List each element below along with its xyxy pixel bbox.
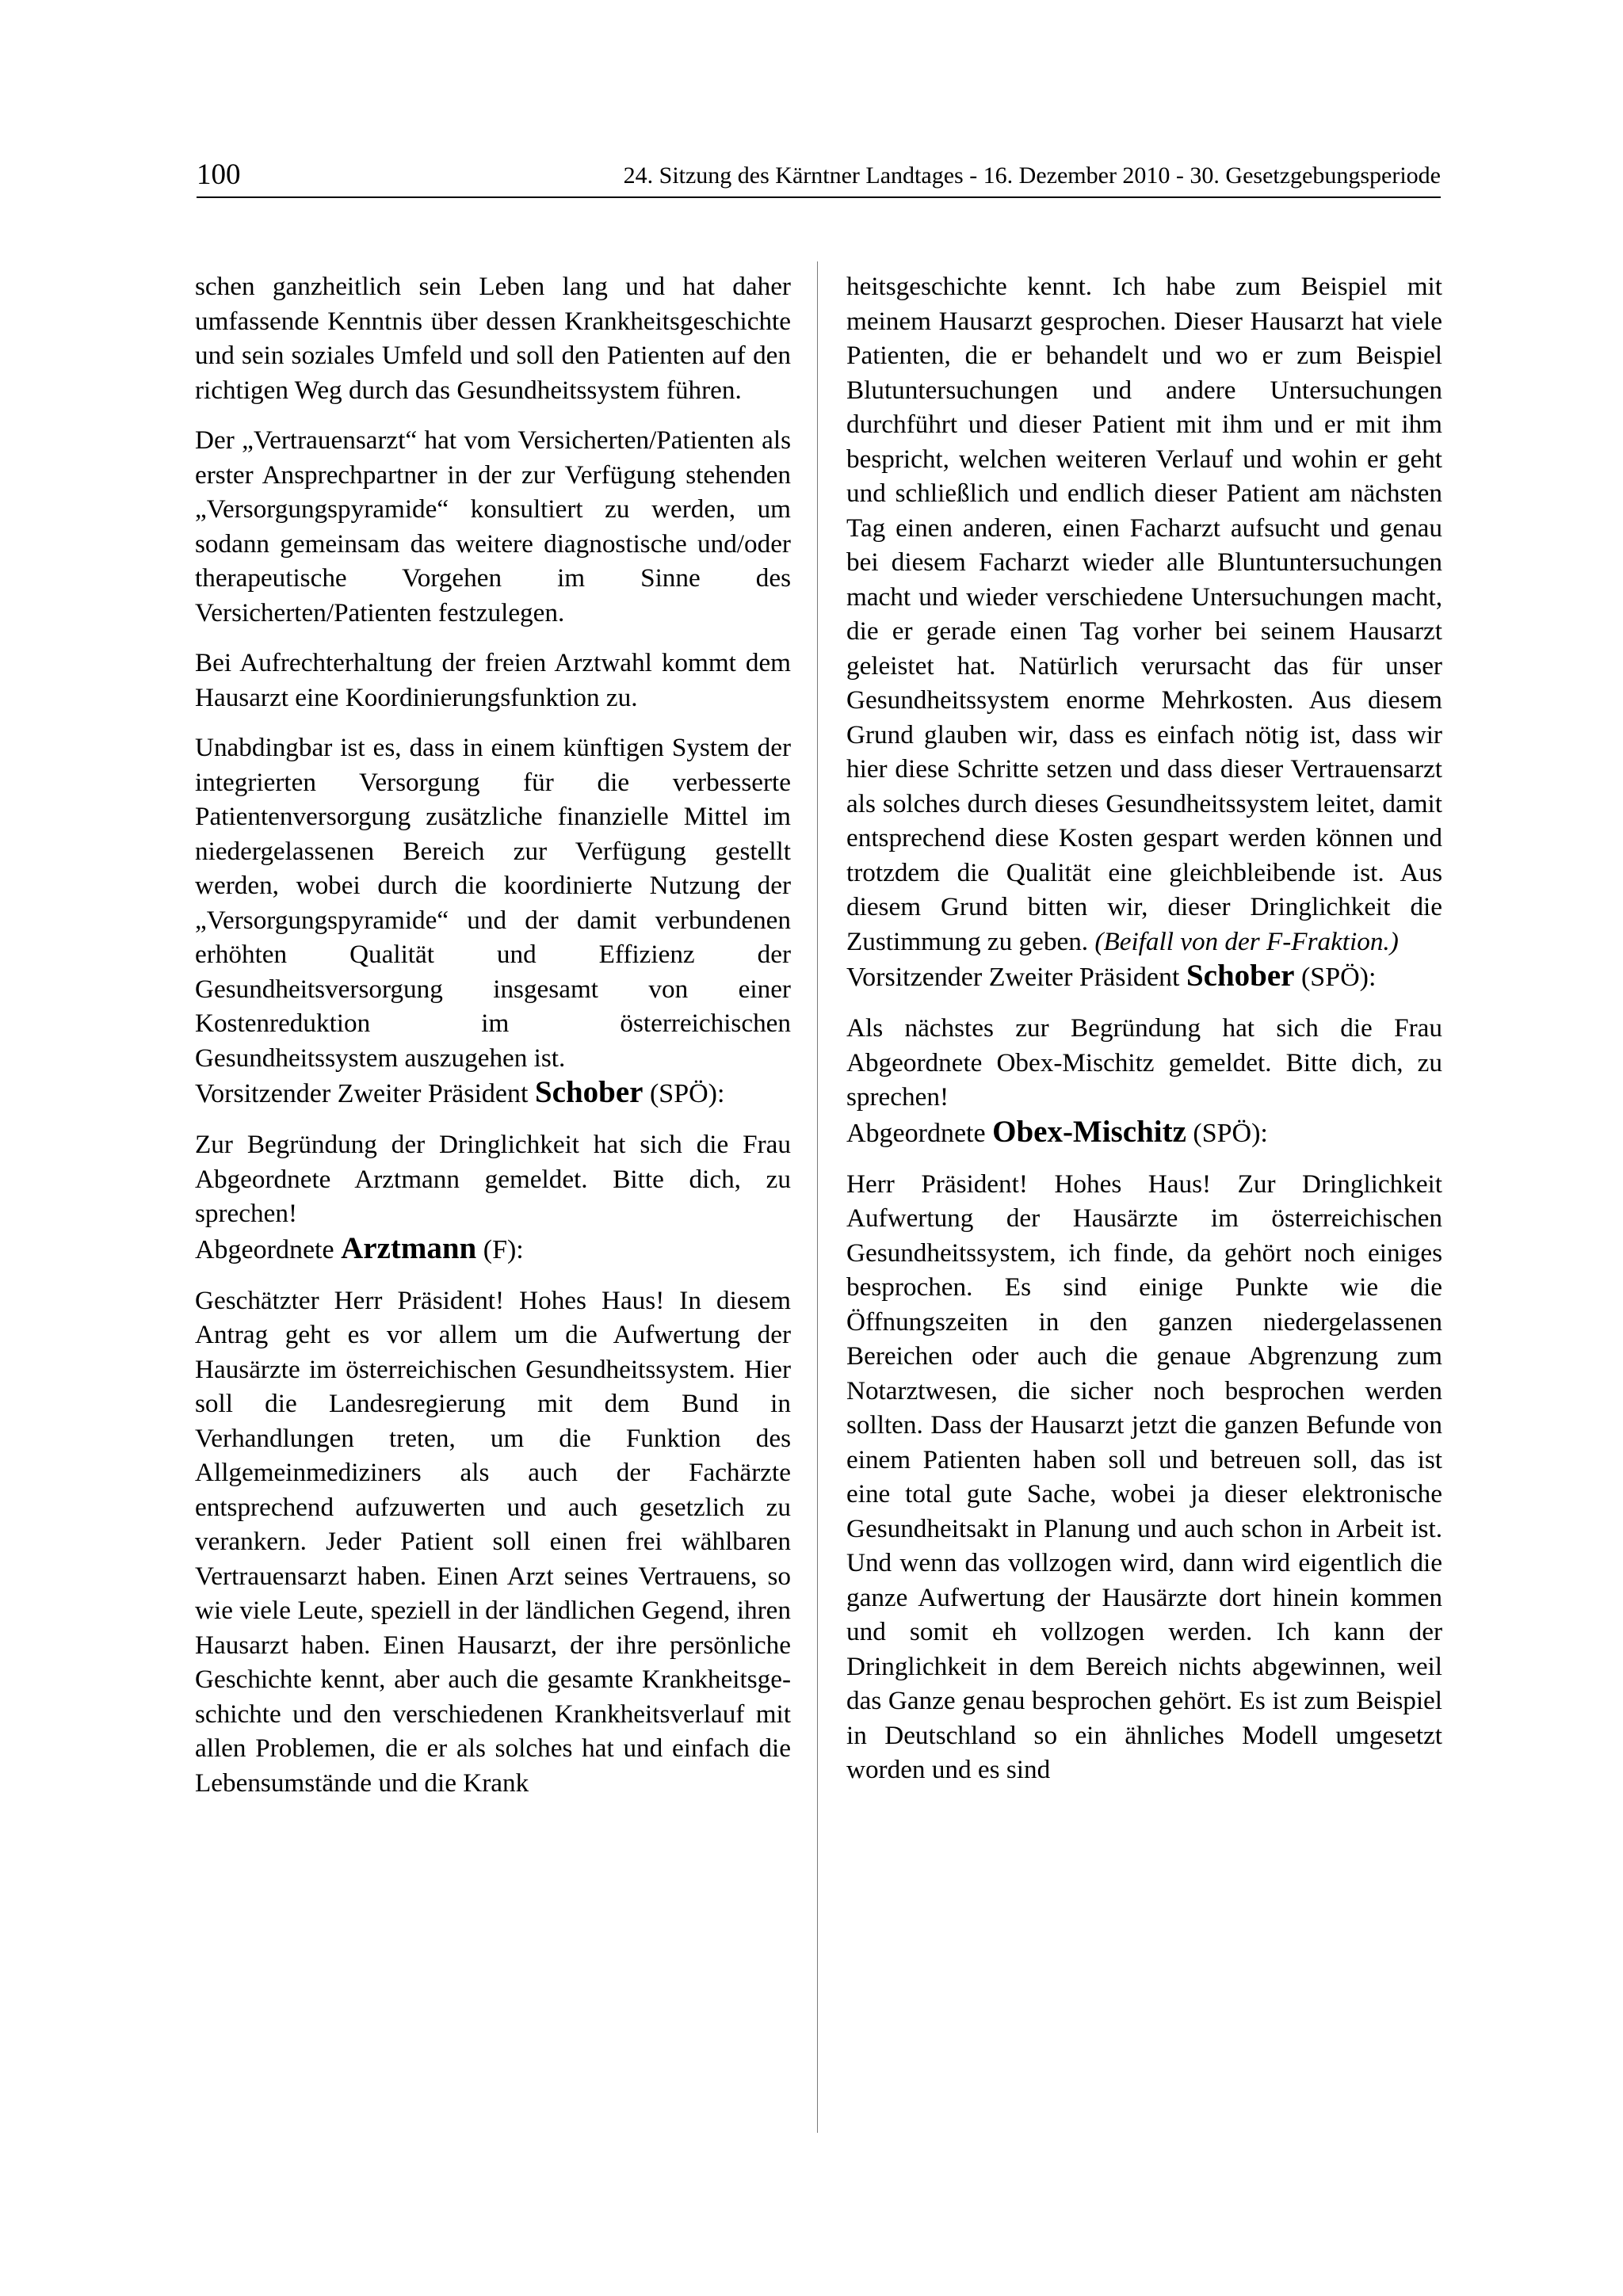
paragraph: Unabdingbar ist es, dass in einem künftigen System der integrierten Versorgung für die verbesserte Patientenversorgung zusätzliche finanzielle Mittel im niedergelassenen Bereich zur Verfügung gestellt werden, wobei durch die koordinierte Nutzung der „Versorgungspyramide“ und der damit verbundenen erhöhten Qualität und Effizienz der Gesundheitsversorgung insgesamt von einer Kostenreduktion im österreichischen Gesundheitssystem auszugehen ist. — [195, 733, 791, 1073]
paragraph: Zur Begründung der Dringlichkeit hat sich die Frau Abgeordnete Arztmann gemeldet. Bitte dich, zu sprechen! — [195, 1130, 791, 1228]
speaker-heading — [846, 1115, 1442, 1151]
speaker-party: (SPÖ): — [649, 1079, 725, 1108]
speaker-party: (SPÖ): — [1193, 1118, 1268, 1148]
left-column — [195, 269, 791, 1800]
speaker-name: Obex-Mischitz — [992, 1114, 1186, 1149]
paragraph — [846, 269, 1442, 959]
speaker-name: Schober — [1186, 959, 1295, 993]
paragraph: schen ganzheitlich sein Leben lang und hat daher umfassende Kenntnis über dessen Krankheitsgeschichte und sein soziales Umfeld und soll den Patienten auf den richtigen Weg durch das Gesundheitssystem führen. — [195, 272, 791, 405]
paragraph-text: heitsgeschichte kennt. Ich habe zum Beispiel mit meinem Hausarzt gesprochen. Dieser Hausarzt hat viele Patienten, die er behandelt und wo er zum Beispiel Blutuntersuchungen und andere Untersuchungen durchführt und dieser Patient mit ihm und er mit ihm bespricht, welchen weiteren Verlauf und wohin er geht und schließlich und endlich dieser Patient am nächsten Tag einen anderen, einen Facharzt aufsucht und genau bei diesem Facharzt wieder alle Bluntuntersuchungen macht und wieder verschiedene Untersuchungen macht, die er gerade einen Tag vorher bei seinem Hausarzt geleistet hat. Natürlich verursacht das für unser Gesundheitssystem enorme Mehrkosten. Aus diesem Grund glauben wir, dass es einfach nötig ist, dass wir hier diese Schritte setzen und dass dieser Vertrauensarzt als solches durch dieses Gesundheitssystem leitet, damit entsprechend diese Kosten gespart werden können und trotzdem die Qualität eine gleichbleibende ist. Aus diesem Grund bitten wir, dieser Dringlichkeit die Zustimmung zu geben. — [846, 272, 1442, 956]
paragraph: Als nächstes zur Begründung hat sich die Frau Abgeordnete Obex-Mischitz gemeldet. Bitte dich, zu sprechen! — [846, 1013, 1442, 1112]
speaker-name: Schober — [534, 1075, 643, 1109]
running-title: 24. Sitzung des Kärntner Landtages - 16. Dezember 2010 - 30. Gesetzgebungsperiode — [623, 162, 1441, 189]
speaker-party: (F): — [483, 1234, 524, 1264]
right-column — [846, 269, 1442, 1787]
speaker-role: Vorsitzender Zweiter Präsident — [195, 1079, 529, 1108]
paragraph: Herr Präsident! Hohes Haus! Zur Dringlichkeit Aufwertung der Hausärzte im österreichischen Gesundheitssystem, ich finde, da gehört noch einiges besprochen. Es sind einige Punkte wie die Öffnungszeiten in den ganzen niedergelassenen Bereichen oder auch die genaue Abgrenzung zum Notarztwesen, die sicher noch besprochen werden sollten. Dass der Hausarzt jetzt die ganzen Befunde von einem Patienten haben soll und betreuen soll, das ist eine total gute Sache, wobei ja dieser elektronische Gesundheitsakt in Planung und auch schon in Arbeit ist. Und wenn das vollzogen wird, dann wird eigentlich die ganze Aufwertung der Hausärzte dort hinein kommen und somit eh vollzogen werden. Ich kann der Dringlichkeit in dem Bereich nichts abgewinnen, weil das Ganze genau besprochen gehört. Es ist zum Beispiel in Deutschland so ein ähnliches Modell umgesetzt worden und es sind — [846, 1169, 1442, 1784]
column-divider — [817, 261, 818, 2133]
paragraph: Bei Aufrechterhaltung der freien Arztwahl kommt dem Hausarzt eine Koordinierungsfunktion zu. — [195, 648, 791, 712]
speaker-party: (SPÖ): — [1300, 963, 1377, 992]
speaker-heading — [195, 1075, 791, 1112]
speaker-name: Arztmann — [341, 1230, 477, 1265]
paragraph: Geschätzter Herr Präsident! Hohes Haus! In diesem Antrag geht es vor allem um die Aufwertung der Hausärzte im österreichischen Gesundheitssystem. Hier soll die Landesregierung mit dem Bund in Verhandlungen treten, um die Funktion des Allgemeinmediziners als auch der Fachärzte entsprechend aufzuwerten und auch gesetzlich zu verankern. Jeder Patient soll einen frei wählbaren Vertrauensarzt haben. Einen Arzt seines Vertrauens, so wie viele Leute, speziell in der ländlichen Gegend, ihren Hausarzt haben. Einen Hausarzt, der ihre persönliche Geschichte kennt, aber auch die gesamte Krankheitsgeschichte und den verschiedenen Krankheitsverlauf mit allen Problemen, die er als solches hat und einfach die Lebensumstände und die Krank — [195, 1285, 791, 1798]
speaker-role: Vorsitzender Zweiter Präsident — [846, 963, 1180, 992]
paragraph: Der „Vertrauensarzt“ hat vom Versicherten/Patienten als erster Ansprechpartner in der zur Verfügung stehenden „Versorgungspyramide“ konsultiert zu werden, um sodann gemeinsam das weitere diagnostische und/oder therapeutische Vorgehen im Sinne des Versicherten/Patienten festzulegen. — [195, 425, 791, 627]
speaker-heading — [195, 1231, 791, 1268]
page-number: 100 — [197, 158, 241, 191]
speaker-heading — [846, 959, 1442, 995]
speaker-role: Abgeordnete — [195, 1234, 334, 1264]
running-header — [197, 157, 1441, 198]
applause-note: (Beifall von der F-Fraktion.) — [1094, 926, 1399, 956]
speaker-role: Abgeordnete — [846, 1118, 986, 1148]
